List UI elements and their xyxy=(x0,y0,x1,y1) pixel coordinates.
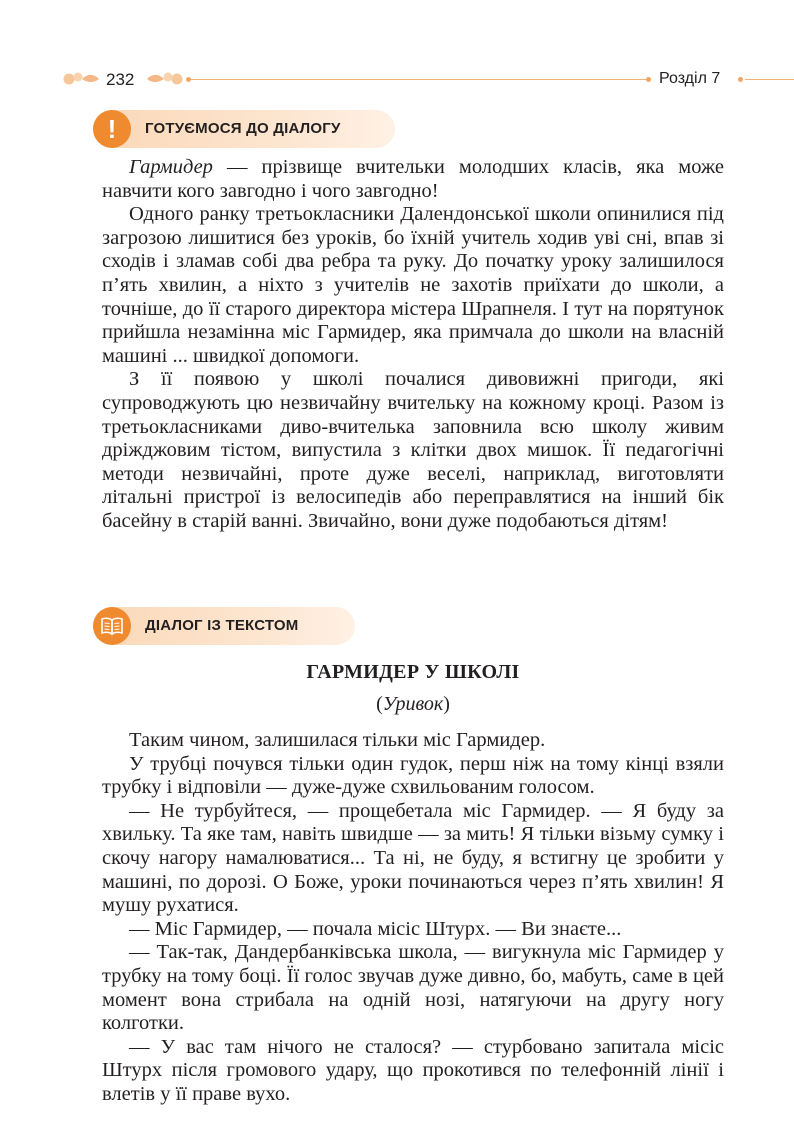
story-text xyxy=(102,729,724,1107)
paragraph: — Міс Гармидер, — почала місіс Штурх. — Ви знаєте... xyxy=(129,917,622,940)
emphasis: Уривок xyxy=(382,693,444,715)
header-dot xyxy=(646,77,651,82)
story-title: ГАРМИДЕР У ШКОЛІ xyxy=(306,661,520,683)
header-rule xyxy=(745,79,794,80)
header-dot xyxy=(738,77,743,82)
ornament-icon xyxy=(146,69,184,89)
paragraph: — У вас там нічого не сталося? — стурбовано запитала місіс Штурх після громового удару, що прокотився по телефонній лінії і влетів у її праве вухо. xyxy=(102,1035,724,1105)
section-title: ГОТУЄМОСЯ ДО ДІАЛОГУ xyxy=(145,120,341,137)
chapter-label: Розділ 7 xyxy=(659,70,721,87)
intro-text xyxy=(102,156,724,534)
paragraph xyxy=(102,156,724,203)
header-dot xyxy=(186,77,191,82)
header-rule xyxy=(188,79,648,80)
emphasis: Гармидер xyxy=(129,156,213,178)
paragraph: — Не турбуйтеся, — прощебетала міс Гармидер. — Я буду за хвильку. Та яке там, навіть швидше — за мить! Я тільки візьму сумку і скочу нагору намалюватися... Та ні, не буду, я встигну це зробити у машині, по дорозі. О Боже, уроки починаються через п’ять хвилин! Я мушу рухатися. xyxy=(102,799,724,917)
section-banner-dialogue xyxy=(93,607,355,645)
section-banner-prepare xyxy=(93,110,395,148)
ornament-icon xyxy=(62,69,100,89)
book-icon xyxy=(100,616,124,636)
paragraph-text: — прізвище вчительки молодших класів, яка може навчити кого завгодно і чого завгодно! xyxy=(102,156,724,202)
paragraph: — Так-так, Дандербанківська школа, — вигукнула міс Гармидер у трубку на тому боці. Її голос звучав дуже дивно, бо, мабуть, саме в цей момент вона стрибала на одній нозі, натягуючи на другу ногу колготки. xyxy=(102,941,724,1035)
paragraph: Таким чином, залишилася тільки міс Гармидер. xyxy=(129,729,546,751)
exclamation-icon: ! xyxy=(107,114,117,144)
page-number: 232 xyxy=(106,70,135,89)
story-subtitle: (Уривок) xyxy=(376,693,450,715)
paragraph: З її появою у школі почалися дивовижні пригоди, які супроводжують цю незвичайну вчительку на кожному кроці. Разом із третьокласниками диво-вчителька заповнила всю школу живим дріжджовим тістом, випустила з клітки двох мишок. Її педагогічні методи незвичайні, проте дуже веселі, наприклад, виготовляти літальні пристрої із велосипедів або переправлятися на інший бік басейну в старій ванні. Звичайно, вони дуже подобаються дітям! xyxy=(102,368,724,532)
page-header xyxy=(0,66,794,96)
paragraph: Одного ранку третьокласники Далендонської школи опинилися під загрозою лишитися без уроків, бо їхній учитель ходив уві сні, впав зі сходів і зламав собі два ребра та руку. До початку уроку залишилося п’ять хвилин, а ніхто з учителів не захотів приїхати до школи, а точніше, до її старого директора містера Шрапнеля. І тут на порятунок прийшла незамінна міс Гармидер, яка примчала до школи на власній машині ... швидкої допомоги. xyxy=(102,203,724,367)
section-title: ДІАЛОГ ІЗ ТЕКСТОМ xyxy=(145,617,299,634)
paragraph: У трубці почувся тільки один гудок, перш ніж на тому кінці взяли трубку і відповіли — дуже-дуже схвильованим голосом. xyxy=(102,752,724,799)
